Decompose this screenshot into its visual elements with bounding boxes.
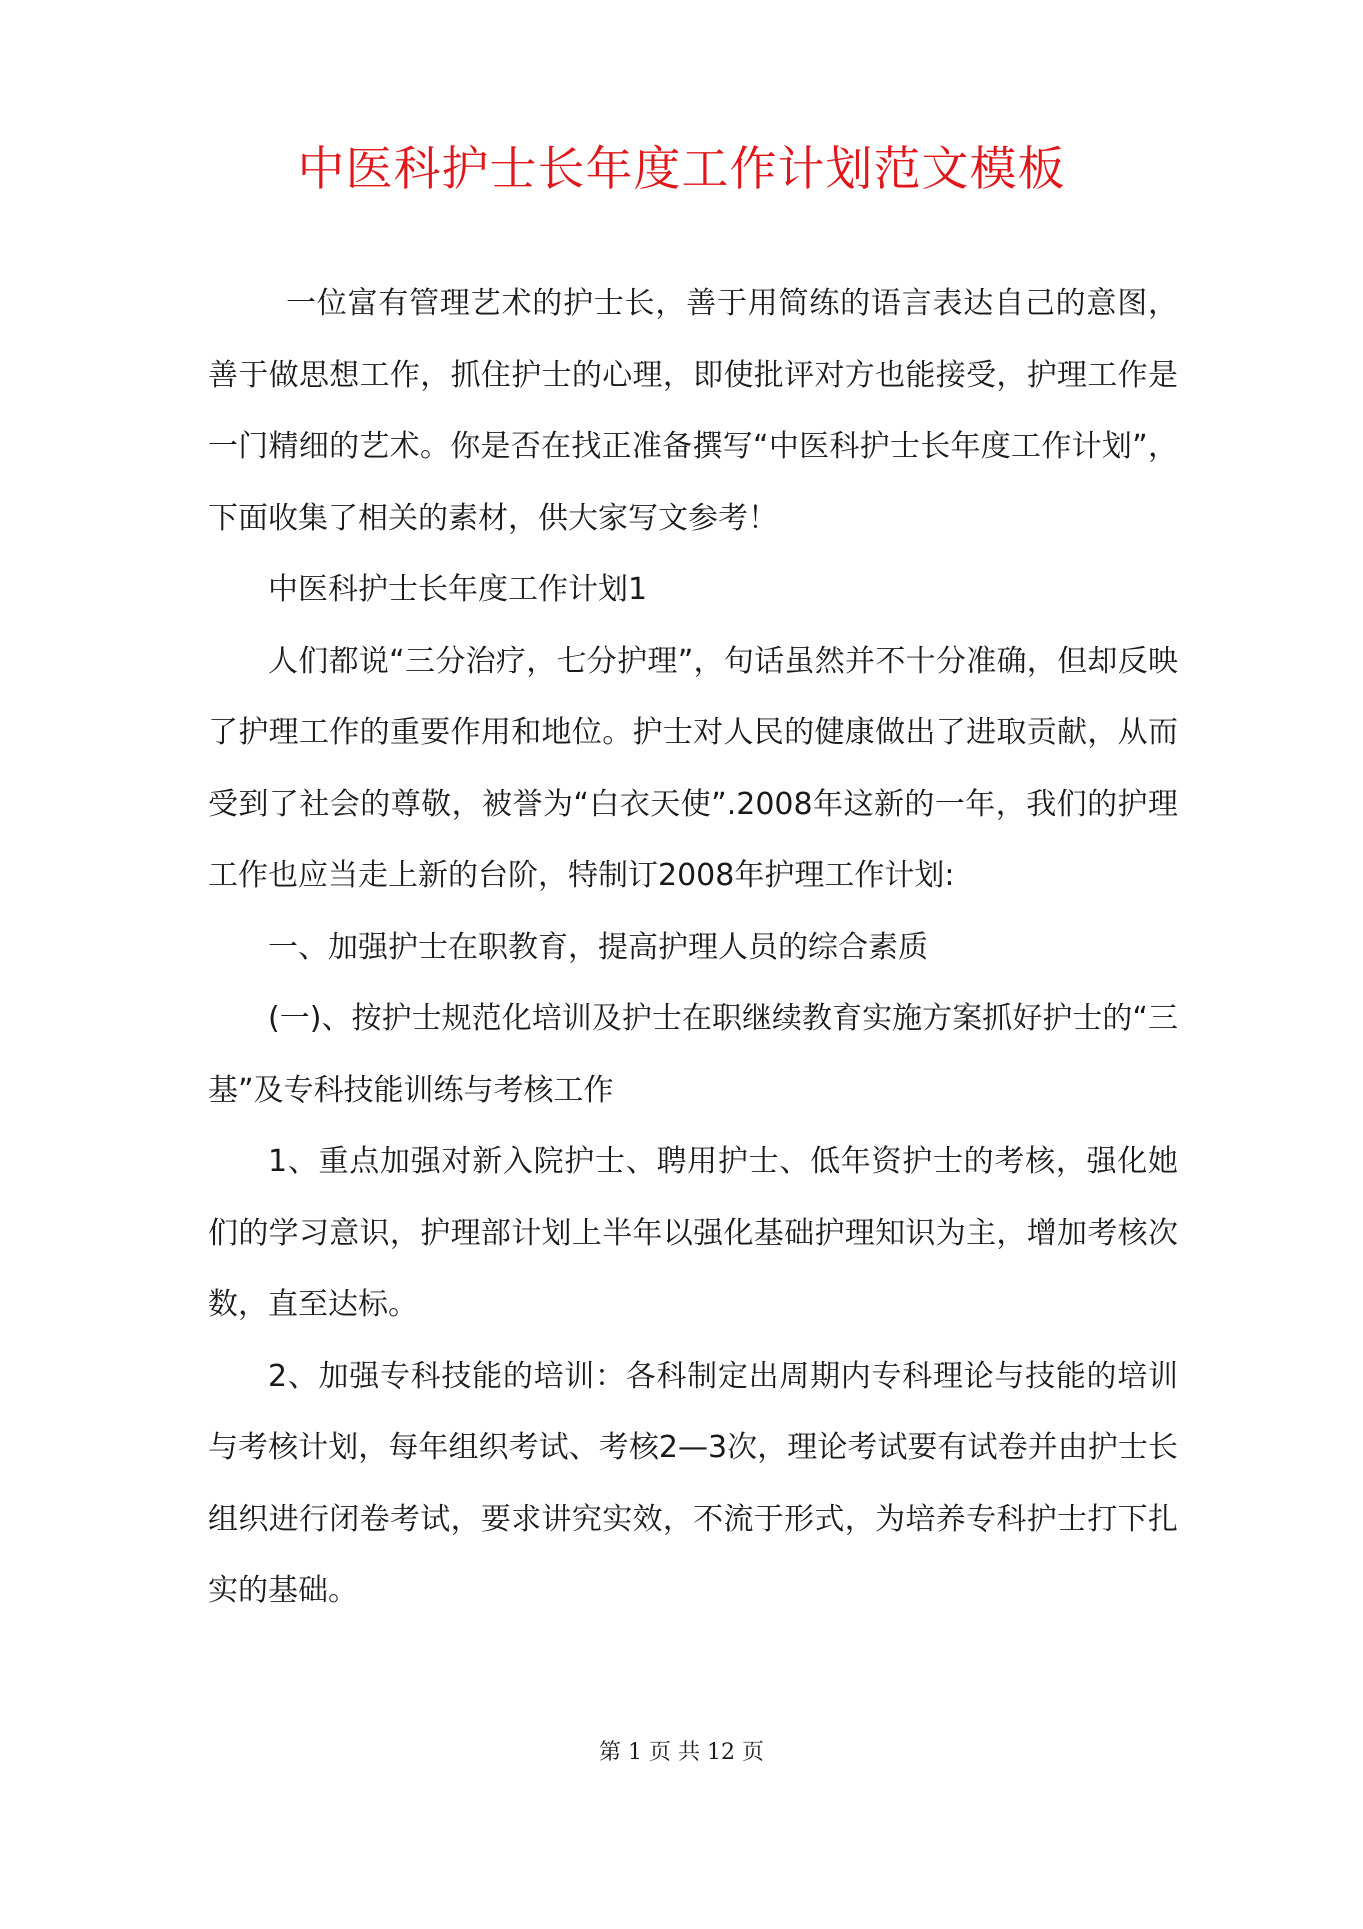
- document-title: 中医科护士长年度工作计划范文模板: [297, 142, 1066, 197]
- paragraph-item-two: 2、加强专科技能的培训：各科制定出周期内专科理论与技能的培训与考核计划，每年组织考试、考核2—3次，理论考试要有试卷并由护士长组织进行闭卷考试，要求讲究实效，不流于形式，为培养专科护士打下扎实的基础。: [208, 1358, 1178, 1608]
- paragraph-subheading-one: (一)、按护士规范化培训及护士在职继续教育实施方案抓好护士的“三基”及专科技能训练与考核工作: [208, 1001, 1178, 1108]
- paragraph-intro: 一位富有管理艺术的护士长，善于用简练的语言表达自己的意图，善于做思想工作，抓住护士的心理，即使批评对方也能接受，护理工作是一门精细的艺术。你是否在找正准备撰写“中医科护士长年度工作计划”，下面收集了相关的素材，供大家写文参考！: [208, 286, 1178, 536]
- paragraph-section-heading: 中医科护士长年度工作计划1: [268, 572, 648, 607]
- paragraph-item-one: 1、重点加强对新入院护士、聘用护士、低年资护士的考核，强化她们的学习意识，护理部计划上半年以强化基础护理知识为主，增加考核次数，直至达标。: [208, 1144, 1178, 1322]
- paragraph-background: 人们都说“三分治疗，七分护理”，句话虽然并不十分准确，但却反映了护理工作的重要作用和地位。护士对人民的健康做出了进取贡献，从而受到了社会的尊敬，被誉为“白衣天使”.2008年这新的一年，我们的护理工作也应当走上新的台阶，特制订2008年护理工作计划:: [208, 643, 1178, 893]
- page-footer: 第 1 页 共 12 页: [599, 1740, 764, 1765]
- document-body: [208, 268, 1178, 1627]
- paragraph-heading-one: 一、加强护士在职教育，提高护理人员的综合素质: [268, 929, 928, 965]
